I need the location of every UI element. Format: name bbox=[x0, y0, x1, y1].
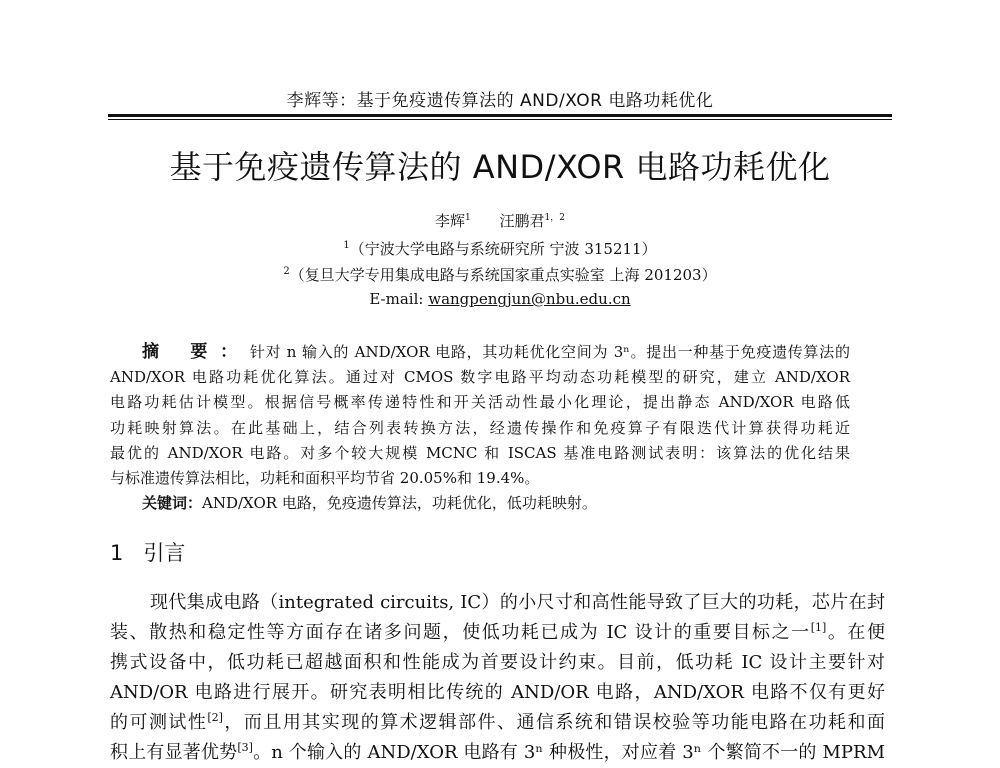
body-text: 。在便 bbox=[826, 622, 885, 643]
body-line bbox=[110, 738, 885, 768]
paper-title: 基于免疫遗传算法的 AND/XOR 电路功耗优化 bbox=[169, 148, 831, 186]
author-name: 汪鹏君 bbox=[499, 212, 545, 230]
body-line: 现代集成电路（integrated circuits, IC）的小尺寸和高性能导致了巨大的功耗，芯片在封 bbox=[150, 592, 885, 613]
citation-ref[interactable]: [3] bbox=[237, 741, 253, 754]
header-rule-thick bbox=[108, 114, 892, 117]
email-line bbox=[0, 290, 1000, 308]
body-text: 。n 个输入的 AND/XOR 电路有 3ⁿ 种极性，对应着 3ⁿ 个繁简不一的 MPRM bbox=[252, 742, 886, 763]
intro-paragraph bbox=[110, 588, 885, 768]
affiliation-1 bbox=[0, 238, 1000, 259]
abstract-text: 针对 n 输入的 AND/XOR 电路，其功耗优化空间为 3ⁿ。提出一种基于免疫遗传算法的 bbox=[249, 343, 850, 361]
abstract-line bbox=[110, 340, 850, 365]
keywords-text: AND/XOR 电路，免疫遗传算法，功耗优化，低功耗映射。 bbox=[202, 494, 597, 513]
section-title: 引言 bbox=[143, 541, 186, 565]
abstract-line: 与标准遗传算法相比，功耗和面积平均节省 20.05%和 19.4%。 bbox=[110, 469, 540, 488]
body-line bbox=[110, 708, 885, 738]
keywords-line bbox=[110, 491, 850, 516]
author-2 bbox=[500, 212, 565, 230]
abstract-line: 最优的 AND/XOR 电路。对多个较大规模 MCNC 和 ISCAS 基准电路测试表明：该算法的优化结果 bbox=[110, 443, 850, 462]
author-sup: 1 bbox=[465, 213, 471, 223]
abstract-line: 电路功耗估计模型。根据信号概率传递特性和开关活动性最小化理论，提出静态 AND/XOR 电路低 bbox=[110, 393, 850, 412]
header-rule-thin bbox=[108, 119, 892, 120]
author-name: 李辉 bbox=[435, 212, 466, 230]
affiliation-sup: 1 bbox=[343, 240, 350, 251]
author-1 bbox=[435, 212, 471, 230]
author-sup: 1，2 bbox=[544, 213, 565, 223]
affiliation-2 bbox=[0, 264, 1000, 285]
body-line: AND/OR 电路进行展开。研究表明相比传统的 AND/OR 电路，AND/XOR 电路不仅有更好 bbox=[110, 682, 885, 703]
section-number: 1 bbox=[110, 541, 124, 565]
affiliation-text: （宁波大学电路与系统研究所 宁波 315211） bbox=[349, 240, 657, 258]
body-text: 的可测试性 bbox=[110, 712, 208, 733]
author-list bbox=[0, 210, 1000, 231]
email-label: E-mail: bbox=[369, 290, 424, 308]
running-head: 李辉等：基于免疫遗传算法的 AND/XOR 电路功耗优化 bbox=[286, 91, 714, 111]
affiliation-sup: 2 bbox=[283, 266, 290, 277]
body-text: ，而且用其实现的算术逻辑部件、通信系统和错误校验等功能电路在功耗和面 bbox=[222, 712, 885, 733]
body-line: 携式设备中，低功耗已超越面积和性能成为首要设计约束。目前，低功耗 IC 设计主要针对 bbox=[110, 652, 885, 673]
citation-ref[interactable]: [1] bbox=[810, 621, 827, 634]
body-text: 积上有显著优势 bbox=[110, 742, 238, 763]
email-link[interactable]: wangpengjun@nbu.edu.cn bbox=[428, 290, 631, 308]
abstract-line: 功耗映射算法。在此基础上，结合列表转换方法，经遗传操作和免疫算子有限迭代计算获得功耗近 bbox=[110, 418, 850, 437]
section-heading bbox=[110, 537, 185, 567]
affiliation-text: （复旦大学专用集成电路与系统国家重点实验室 上海 201203） bbox=[289, 266, 717, 284]
body-text: 装、散热和稳定性等方面存在诸多问题，使低功耗已成为 IC 设计的重要目标之一 bbox=[110, 622, 811, 643]
citation-ref[interactable]: [2] bbox=[207, 711, 223, 724]
abstract-line: AND/XOR 电路功耗优化算法。通过对 CMOS 数字电路平均动态功耗模型的研究，建立 AND/XOR bbox=[110, 368, 850, 387]
abstract bbox=[110, 340, 850, 516]
abstract-heading: 摘 要： bbox=[142, 342, 250, 362]
keywords-heading: 关键词： bbox=[142, 494, 203, 513]
body-line bbox=[110, 618, 885, 648]
